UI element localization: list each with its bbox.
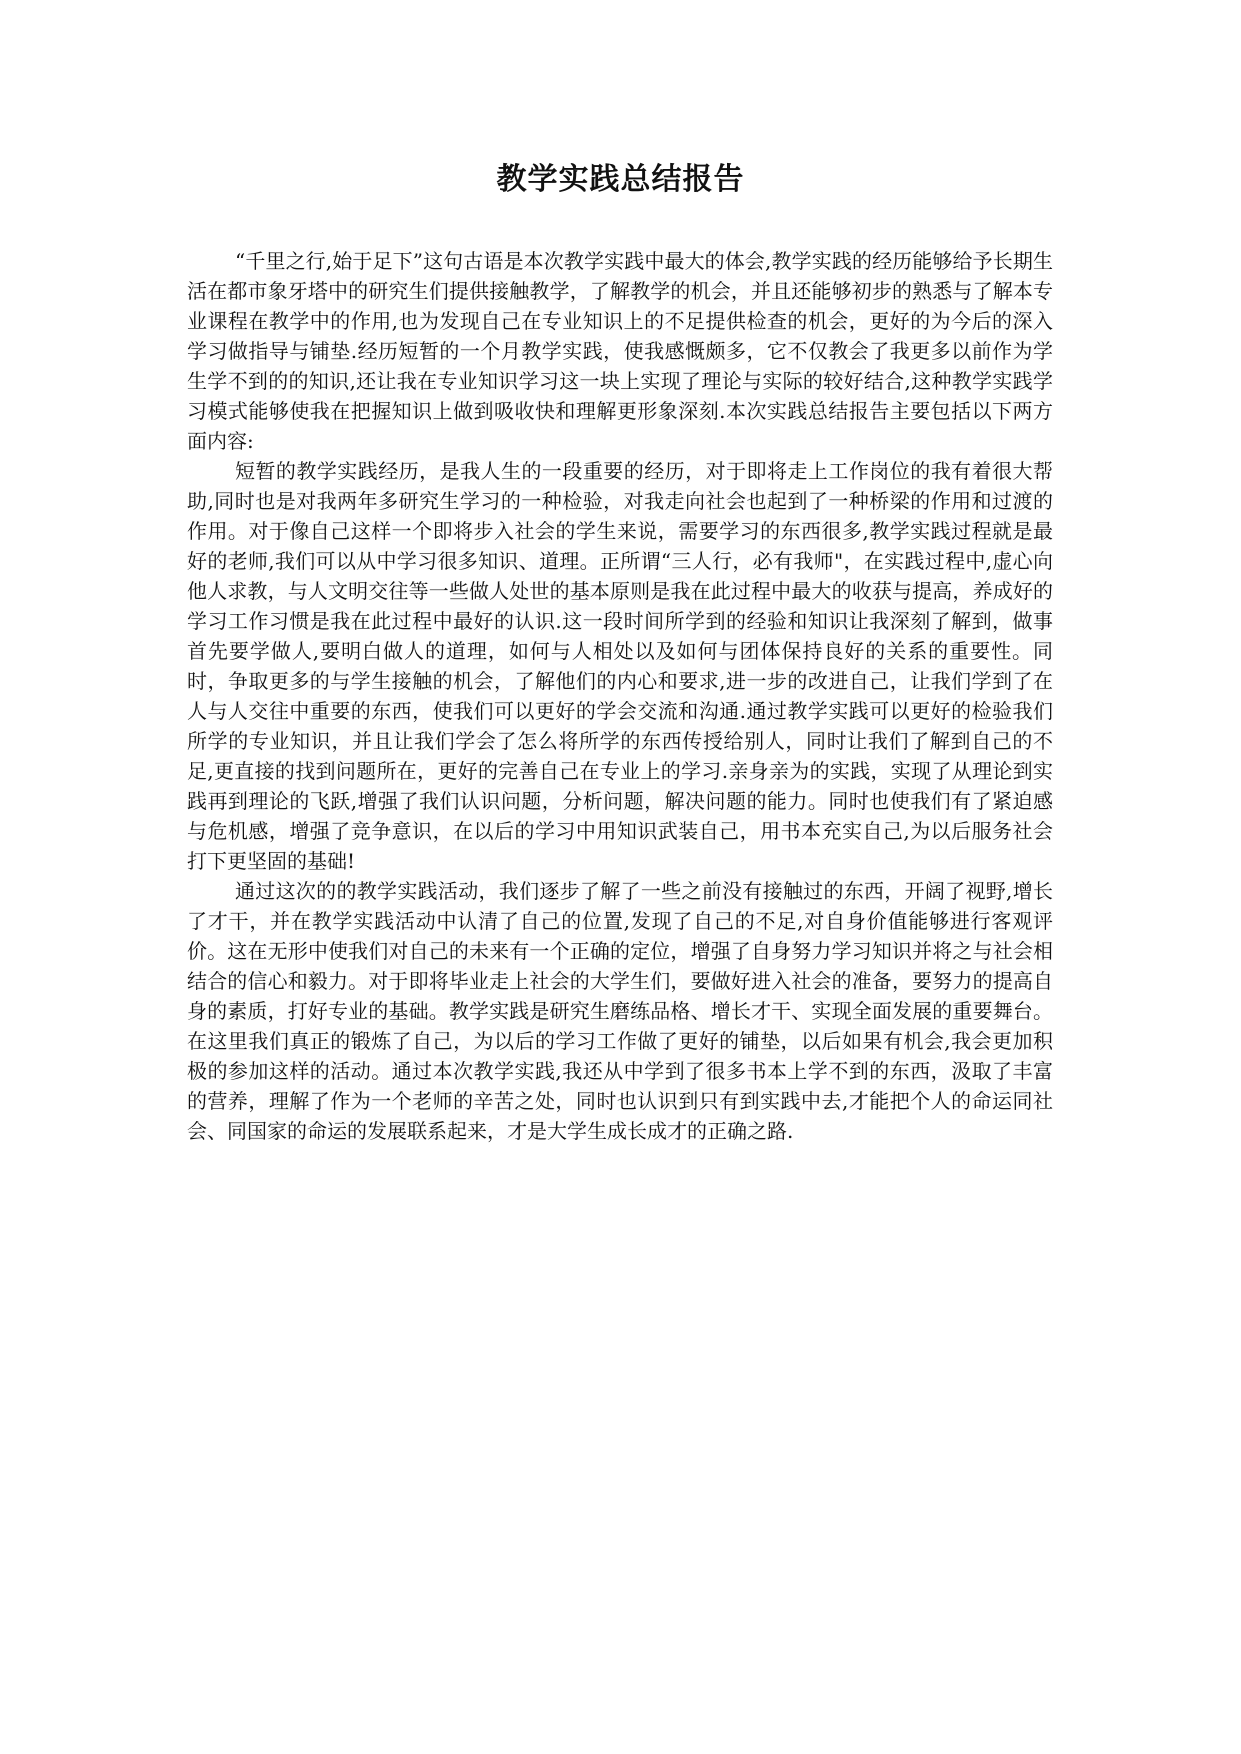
document-title: 教学实践总结报告 (496, 162, 745, 197)
paragraph-3: 通过这次的的教学实践活动，我们逐步了解了一些之前没有接触过的东西，开阔了视野,增长了才干，并在教学实践活动中认清了自己的位置,发现了自己的不足,对自身价值能够进行客观评价。这在无形中使我们对自己的未来有一个正确的定位，增强了自身努力学习知识并将之与社会相结合的信心和毅力。对于即将毕业走上社会的大学生们，要做好进入社会的准备，要努力的提高自身的素质，打好专业的基础。教学实践是研究生磨练品格、增长才干、实现全面发展的重要舞台。在这里我们真正的锻炼了自己，为以后的学习工作做了更好的铺垫，以后如果有机会,我会更加积极的参加这样的活动。通过本次教学实践,我还从中学到了很多书本上学不到的东西，汲取了丰富的营养，理解了作为一个老师的辛苦之处，同时也认识到只有到实践中去,才能把个人的命运同社会、同国家的命运的发展联系起来，才是大学生成长成才的正确之路. (187, 879, 1053, 1143)
document-body (187, 246, 1053, 1146)
paragraph-2: 短暂的教学实践经历，是我人生的一段重要的经历，对于即将走上工作岗位的我有着很大帮助,同时也是对我两年多研究生学习的一种检验，对我走向社会也起到了一种桥梁的作用和过渡的作用。对于像自己这样一个即将步入社会的学生来说，需要学习的东西很多,教学实践过程就是最好的老师,我们可以从中学习很多知识、道理。正所谓“三人行，必有我师"，在实践过程中,虚心向他人求教，与人文明交往等一些做人处世的基本原则是我在此过程中最大的收获与提高，养成好的学习工作习惯是我在此过程中最好的认识.这一段时间所学到的经验和知识让我深刻了解到，做事首先要学做人,要明白做人的道理，如何与人相处以及如何与团体保持良好的关系的重要性。同时，争取更多的与学生接触的机会，了解他们的内心和要求,进一步的改进自己，让我们学到了在人与人交往中重要的东西，使我们可以更好的学会交流和沟通.通过教学实践可以更好的检验我们所学的专业知识，并且让我们学会了怎么将所学的东西传授给别人，同时让我们了解到自己的不足,更直接的找到问题所在，更好的完善自己在专业上的学习.亲身亲为的实践，实现了从理论到实践再到理论的飞跃,增强了我们认识问题，分析问题，解决问题的能力。同时也使我们有了紧迫感与危机感，增强了竞争意识，在以后的学习中用知识武装自己，用书本充实自己,为以后服务社会打下更坚固的基础! (187, 459, 1053, 873)
paragraph-1: “千里之行,始于足下”这句古语是本次教学实践中最大的体会,教学实践的经历能够给予长期生活在都市象牙塔中的研究生们提供接触教学，了解教学的机会，并且还能够初步的熟悉与了解本专业课程在教学中的作用,也为发现自己在专业知识上的不足提供检查的机会，更好的为今后的深入学习做指导与铺垫.经历短暂的一个月教学实践，使我感慨颇多，它不仅教会了我更多以前作为学生学不到的的知识,还让我在专业知识学习这一块上实现了理论与实际的较好结合,这种教学实践学习模式能够使我在把握知识上做到吸收快和理解更形象深刻.本次实践总结报告主要包括以下两方面内容: (187, 249, 1053, 453)
